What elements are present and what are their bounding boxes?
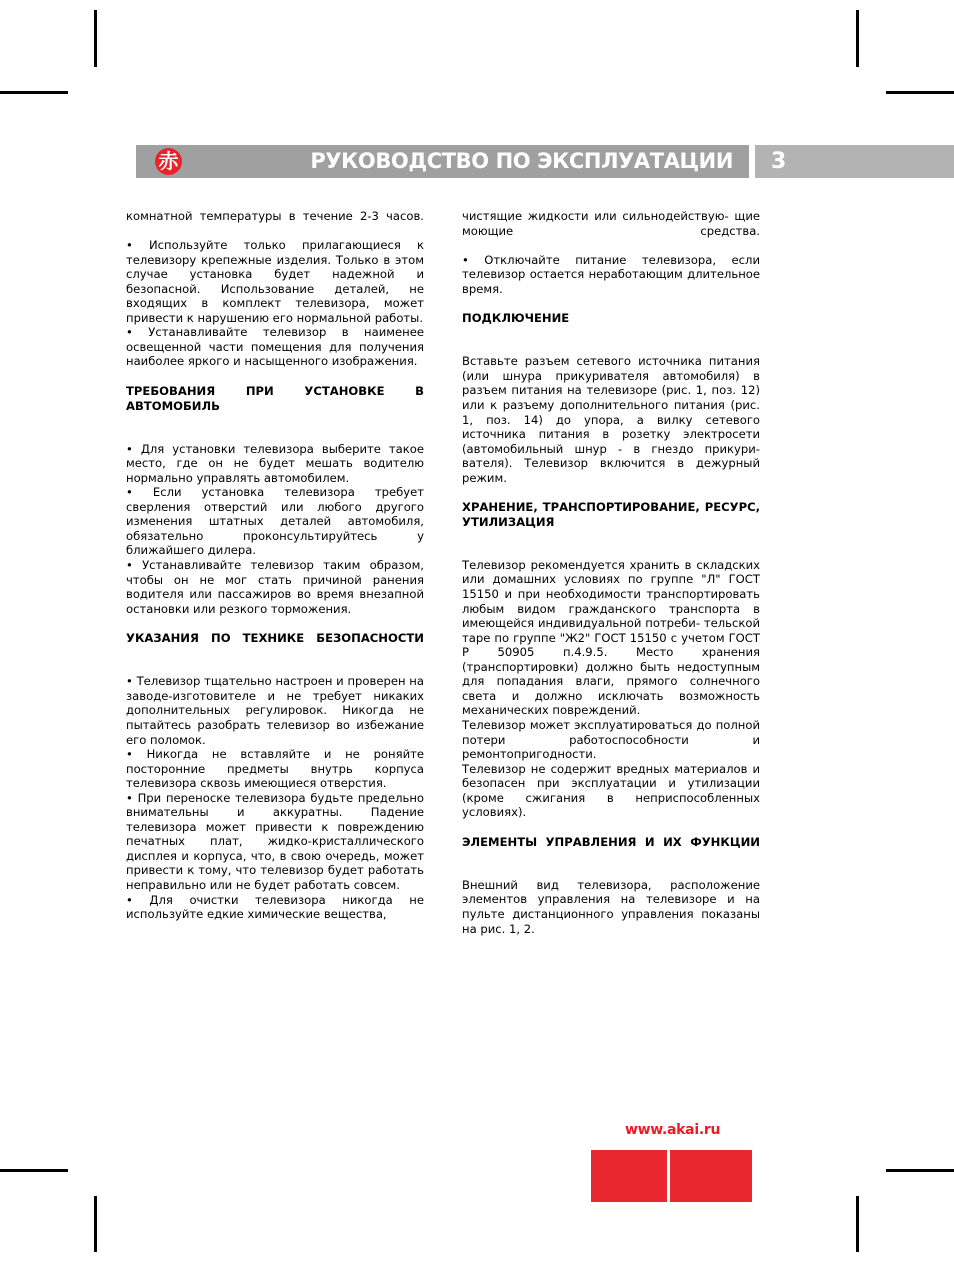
spacer [462,340,760,354]
section-heading: ЭЛЕМЕНТЫ УПРАВЛЕНИЯ И ИХ ФУНКЦИИ [462,834,760,849]
paragraph: комнатной температуры в течение 2-3 часов. [126,209,424,223]
left-column [126,209,424,922]
section-heading: ТРЕБОВАНИЯ ПРИ УСТАНОВКЕ В АВТОМОБИЛЬ [126,384,424,413]
spacer [462,820,760,835]
paragraph: • Если установка телевизора требует сверления отверстий или любого другого изменения штатных деталей автомобиля, обязательно проконсультируйтесь у ближайшего дилера. [126,485,424,558]
website-url[interactable]: www.akai.ru [625,1122,721,1138]
crop-mark-bottom-left-vertical [94,1196,97,1252]
paragraph: Телевизор может эксплуатироваться до полной потери работоспособности и ремонтопригодности. [462,717,760,762]
page-title: РУКОВОДСТВО ПО ЭКСПЛУАТАЦИИ [310,149,733,173]
paragraph: Вставьте разъем сетевого источника питания (или шнура прикуривателя автомобиля) в разъем питания на телевизоре (рис. 1, поз. 12) или к разъему дополнительного питания (рис. 1, поз. 14) до упора, а вилку сетевого источника питания в розетку электросети (автомобильный шнур - в гнездо прикури- вателя). Телевизор включится в дежурный режим. [462,354,760,485]
page-header-bar [136,145,954,178]
right-column [462,209,760,936]
paragraph: • Устанавливайте телевизор таким образом, чтобы он не мог стать причиной ранения водителя или пассажиров во время внезапной остановки или резкого торможения. [126,558,424,616]
crop-mark-top-right-horizontal [886,91,954,94]
spacer [126,428,424,442]
section-heading: УКАЗАНИЯ ПО ТЕХНИКЕ БЕЗОПАСНОСТИ [126,631,424,646]
section-heading: ХРАНЕНИЕ, ТРАНСПОРТИРОВАНИЕ, РЕСУРС, УТИЛИЗАЦИЯ [462,500,760,529]
header-band-title [136,145,749,178]
paragraph: Телевизор рекомендуется хранить в складских или домашних условиях по группе "Л" ГОСТ 15150 и при необходимости транспортировать любым видом гражданского транспорта в имеющейся индивидуальной потреби- тельской таре по группе "Ж2" ГОСТ 15150 с учетом ГОСТ Р 50905 п.4.9.5. Место хранения (транспортировки) должно быть недоступным для попадания влаги, прямого солнечного света и должно исключать возможность механических повреждений. [462,557,760,718]
spacer [462,485,760,500]
paragraph: • Используйте только прилагающиеся к телевизору крепежные изделия. Только в этом случае установка будет надежной и безопасной. Использование деталей, не входящих в комплект телевизора, может привести к нарушению его нормальной работы. [126,238,424,325]
footer-color-block-left [591,1150,667,1202]
spacer [126,616,424,631]
footer-color-block-right [670,1150,752,1202]
paragraph: • Устанавливайте телевизор в наименее освещенной части помещения для получения наиболее яркого и насыщенного изображения. [126,325,424,369]
header-band-page-number [755,145,954,178]
paragraph: • При переноске телевизора будьте предельно внимательны и аккуратны. Падение телевизора может привести к повреждению печатных плат, жидко-кристаллического дисплея и корпуса, что, в свою очередь, может привести к тому, что телевизор будет работать неправильно или не будет работать совсем. [126,790,424,892]
crop-mark-bottom-right-vertical [856,1196,859,1252]
spacer [462,544,760,558]
paragraph: • Для очистки телевизора никогда не используйте едкие химические вещества, [126,892,424,922]
paragraph: Внешний вид телевизора, расположение элементов управления на телевизоре и на пульте дистанционного управления показаны на рис. 1, 2. [462,877,760,936]
crop-mark-bottom-left-horizontal [0,1169,68,1172]
crop-mark-bottom-right-horizontal [886,1169,954,1172]
paragraph: • Для установки телевизора выберите такое место, где он не будет мешать водителю нормально управлять автомобилем. [126,441,424,485]
crop-mark-top-left-vertical [94,10,97,67]
paragraph: Телевизор не содержит вредных материалов и безопасен при эксплуатации и утилизации (кроме сжигания в неприспособленных условиях). [462,761,760,820]
akai-logo-icon: 赤 [155,148,182,175]
paragraph: • Отключайте питание телевизора, если телевизор остается неработающим длительное время. [462,252,760,296]
paragraph: чистящие жидкости или сильнодействую- щие моющие средства. [462,209,760,238]
crop-mark-top-right-vertical [856,10,859,67]
spacer [462,296,760,311]
spacer [462,864,760,878]
paragraph: • Телевизор тщательно настроен и проверен на заводе-изготовителе и не требует никаких дополнительных регулировок. Никогда не пытайтесь разобрать телевизор во избежание его поломок. [126,674,424,747]
page-number: 3 [771,149,787,174]
spacer [126,660,424,674]
paragraph: • Никогда не вставляйте и не роняйте посторонние предметы внутрь корпуса телевизора сквозь имеющиеся отверстия. [126,747,424,791]
crop-mark-top-left-horizontal [0,91,68,94]
section-heading: ПОДКЛЮЧЕНИЕ [462,311,570,326]
spacer [126,369,424,384]
